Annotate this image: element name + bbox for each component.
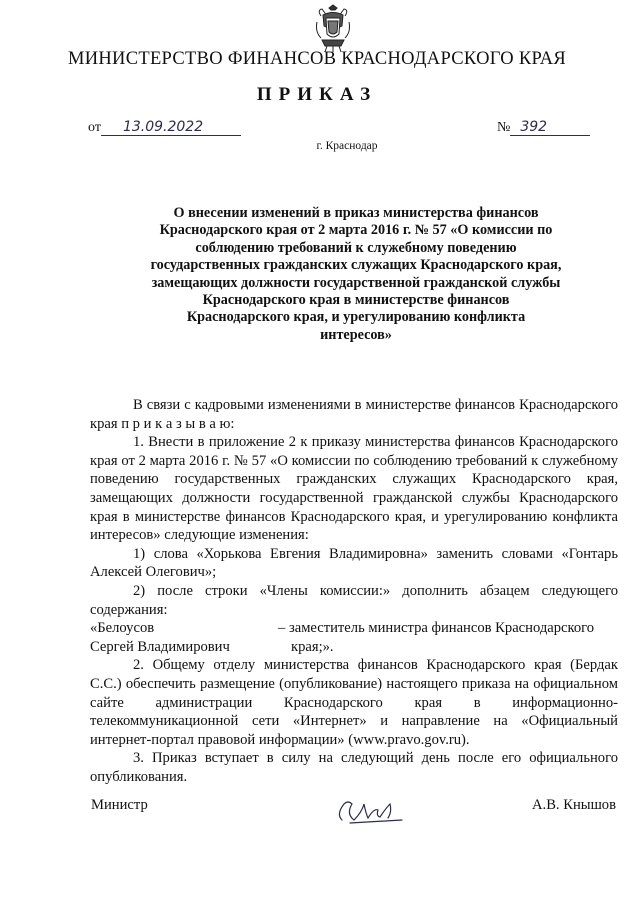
city: г. Краснодар <box>316 140 378 152</box>
paragraph-item-1: 1. Внести в приложение 2 к приказу министерства финансов Краснодарского края от 2 марта 2016 г. № 57 «О комиссии по соблюдению требований к служебному поведению государственных гражданских служащих Краснодарского края, замещающих должности государственной гражданской службы Краснодарского края в министерстве финансов Краснодарского края, и урегулированию конфликта интересов» следующие изменения: <box>90 434 618 544</box>
document-type: ПРИКАЗ <box>256 84 378 105</box>
member-position-cont: края;». <box>291 638 334 655</box>
date-field <box>88 120 241 136</box>
signatory-name: А.В. Кнышов <box>532 797 616 813</box>
paragraph-subitem-2: 2) после строки «Члены комиссии:» дополнить абзацем следующего содержания: <box>90 582 618 618</box>
paragraph-item-3: 3. Приказ вступает в силу на следующий день после его официального опубликования. <box>90 750 618 785</box>
date-value: 13.09.2022 <box>101 120 241 136</box>
number-value: 392 <box>510 120 590 136</box>
ministry-name: МИНИСТЕРСТВО ФИНАНСОВ КРАСНОДАРСКОГО КРАЯ <box>67 49 567 69</box>
member-surname: «Белоусов <box>90 620 155 637</box>
document-title: О внесении изменений в приказ министерства финансов Краснодарского края от 2 марта 2016 г. № 57 «О комиссии по соблюдению требований к служебному поведению государственных гражданских служащих Краснодарского края, замещающих должности государственной гражданской службы Краснодарского края в министерстве финансов Краснодарского края, и урегулированию конфликта интересов» <box>150 205 562 343</box>
coat-of-arms-emblem <box>313 4 353 54</box>
member-given-names: Сергей Владимирович <box>90 638 230 655</box>
member-position: – заместитель министра финансов Краснодарского <box>278 620 595 637</box>
number-prefix: № <box>497 120 511 135</box>
date-prefix: от <box>88 120 101 135</box>
document-body <box>90 396 618 786</box>
commission-member-entry <box>90 619 618 656</box>
number-field <box>497 120 590 136</box>
paragraph-subitem-1: 1) слова «Хорькова Евгения Владимировна» заменить словами «Гонтарь Алексей Олегович»; <box>90 545 618 581</box>
paragraph-item-2: 2. Общему отделу министерства финансов Краснодарского края (Бердак С.С.) обеспечить размещение (опубликование) настоящего приказа на официальном сайте администрации Краснодарского края в информационно-телекоммуникационной сети «Интернет» и направление на «Официальный интернет-портал правовой информации» (www.pravo.gov.ru). <box>90 657 618 748</box>
paragraph-preamble: В связи с кадровыми изменениями в министерстве финансов Краснодарского края п р и к а з ы в а ю: <box>90 397 618 432</box>
handwritten-signature <box>330 790 410 830</box>
signatory-position: Министр <box>91 797 148 813</box>
